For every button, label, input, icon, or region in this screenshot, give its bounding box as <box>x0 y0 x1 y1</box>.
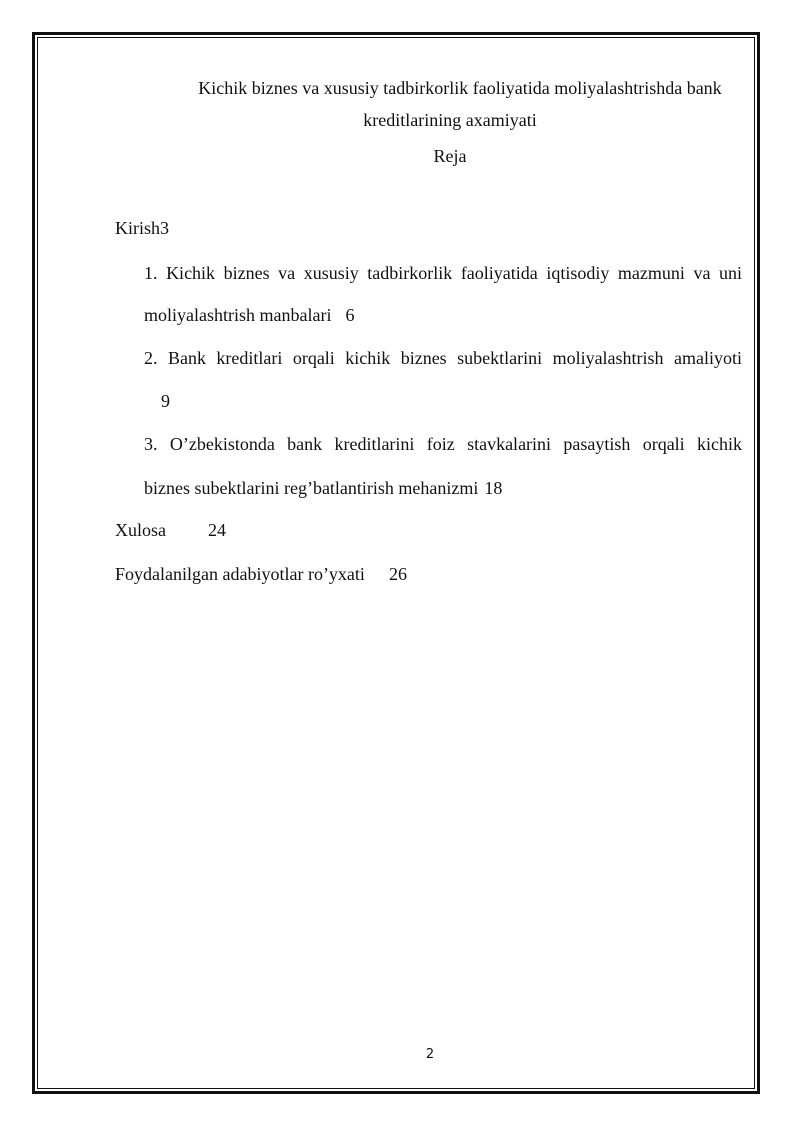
toc-entry-3-line-2 <box>144 476 502 500</box>
toc-entry-number: 2. <box>144 348 158 368</box>
toc-entry-label: Kirish <box>115 218 160 238</box>
toc-entry-page: 3 <box>160 218 169 238</box>
document-title-line-2: kreditlarining axamiyati <box>363 110 537 130</box>
toc-entry-page: 18 <box>484 478 503 498</box>
toc-entry-text: Bank kreditlari orqali kichik biznes subektlarini moliyalashtrish amaliyoti <box>167 348 742 368</box>
toc-entry-references <box>115 562 407 586</box>
plan-heading: Reja <box>433 146 467 166</box>
toc-entry-page: 26 <box>388 564 407 584</box>
toc-entry-1-line-2 <box>144 303 354 327</box>
toc-entry-number: 3. <box>144 434 158 454</box>
page-number: 2 <box>425 1047 435 1062</box>
toc-entry-2-line-1 <box>144 346 742 370</box>
toc-entry-number: 1. <box>144 263 158 283</box>
toc-entry-text: moliyalashtrish manbalari <box>144 305 332 325</box>
toc-entry-2-line-2 <box>161 389 170 413</box>
toc-entry-text: O’zbekistonda bank kreditlarini foiz stavkalarini pasaytish orqali kichik <box>169 434 743 454</box>
toc-entry-page: 6 <box>345 305 355 325</box>
toc-entry-text: biznes subektlarini reg’batlantirish mehanizmi <box>144 478 479 498</box>
toc-entry-3-line-1 <box>144 432 742 456</box>
toc-entry-page: 24 <box>208 520 226 540</box>
toc-entry-1-line-1 <box>144 261 742 285</box>
toc-entry-text: Kichik biznes va xususiy tadbirkorlik faoliyatida iqtisodiy mazmuni va uni <box>166 263 742 283</box>
toc-entry-intro <box>115 216 169 240</box>
toc-entry-page: 9 <box>161 391 170 411</box>
document-title-line-1: Kichik biznes va xususiy tadbirkorlik faoliyatida moliyalashtrishda bank <box>198 78 722 98</box>
toc-entry-label: Foydalanilgan adabiyotlar ro’yxati <box>115 564 365 584</box>
toc-entry-label: Xulosa <box>115 520 166 540</box>
toc-entry-conclusion <box>115 518 226 542</box>
